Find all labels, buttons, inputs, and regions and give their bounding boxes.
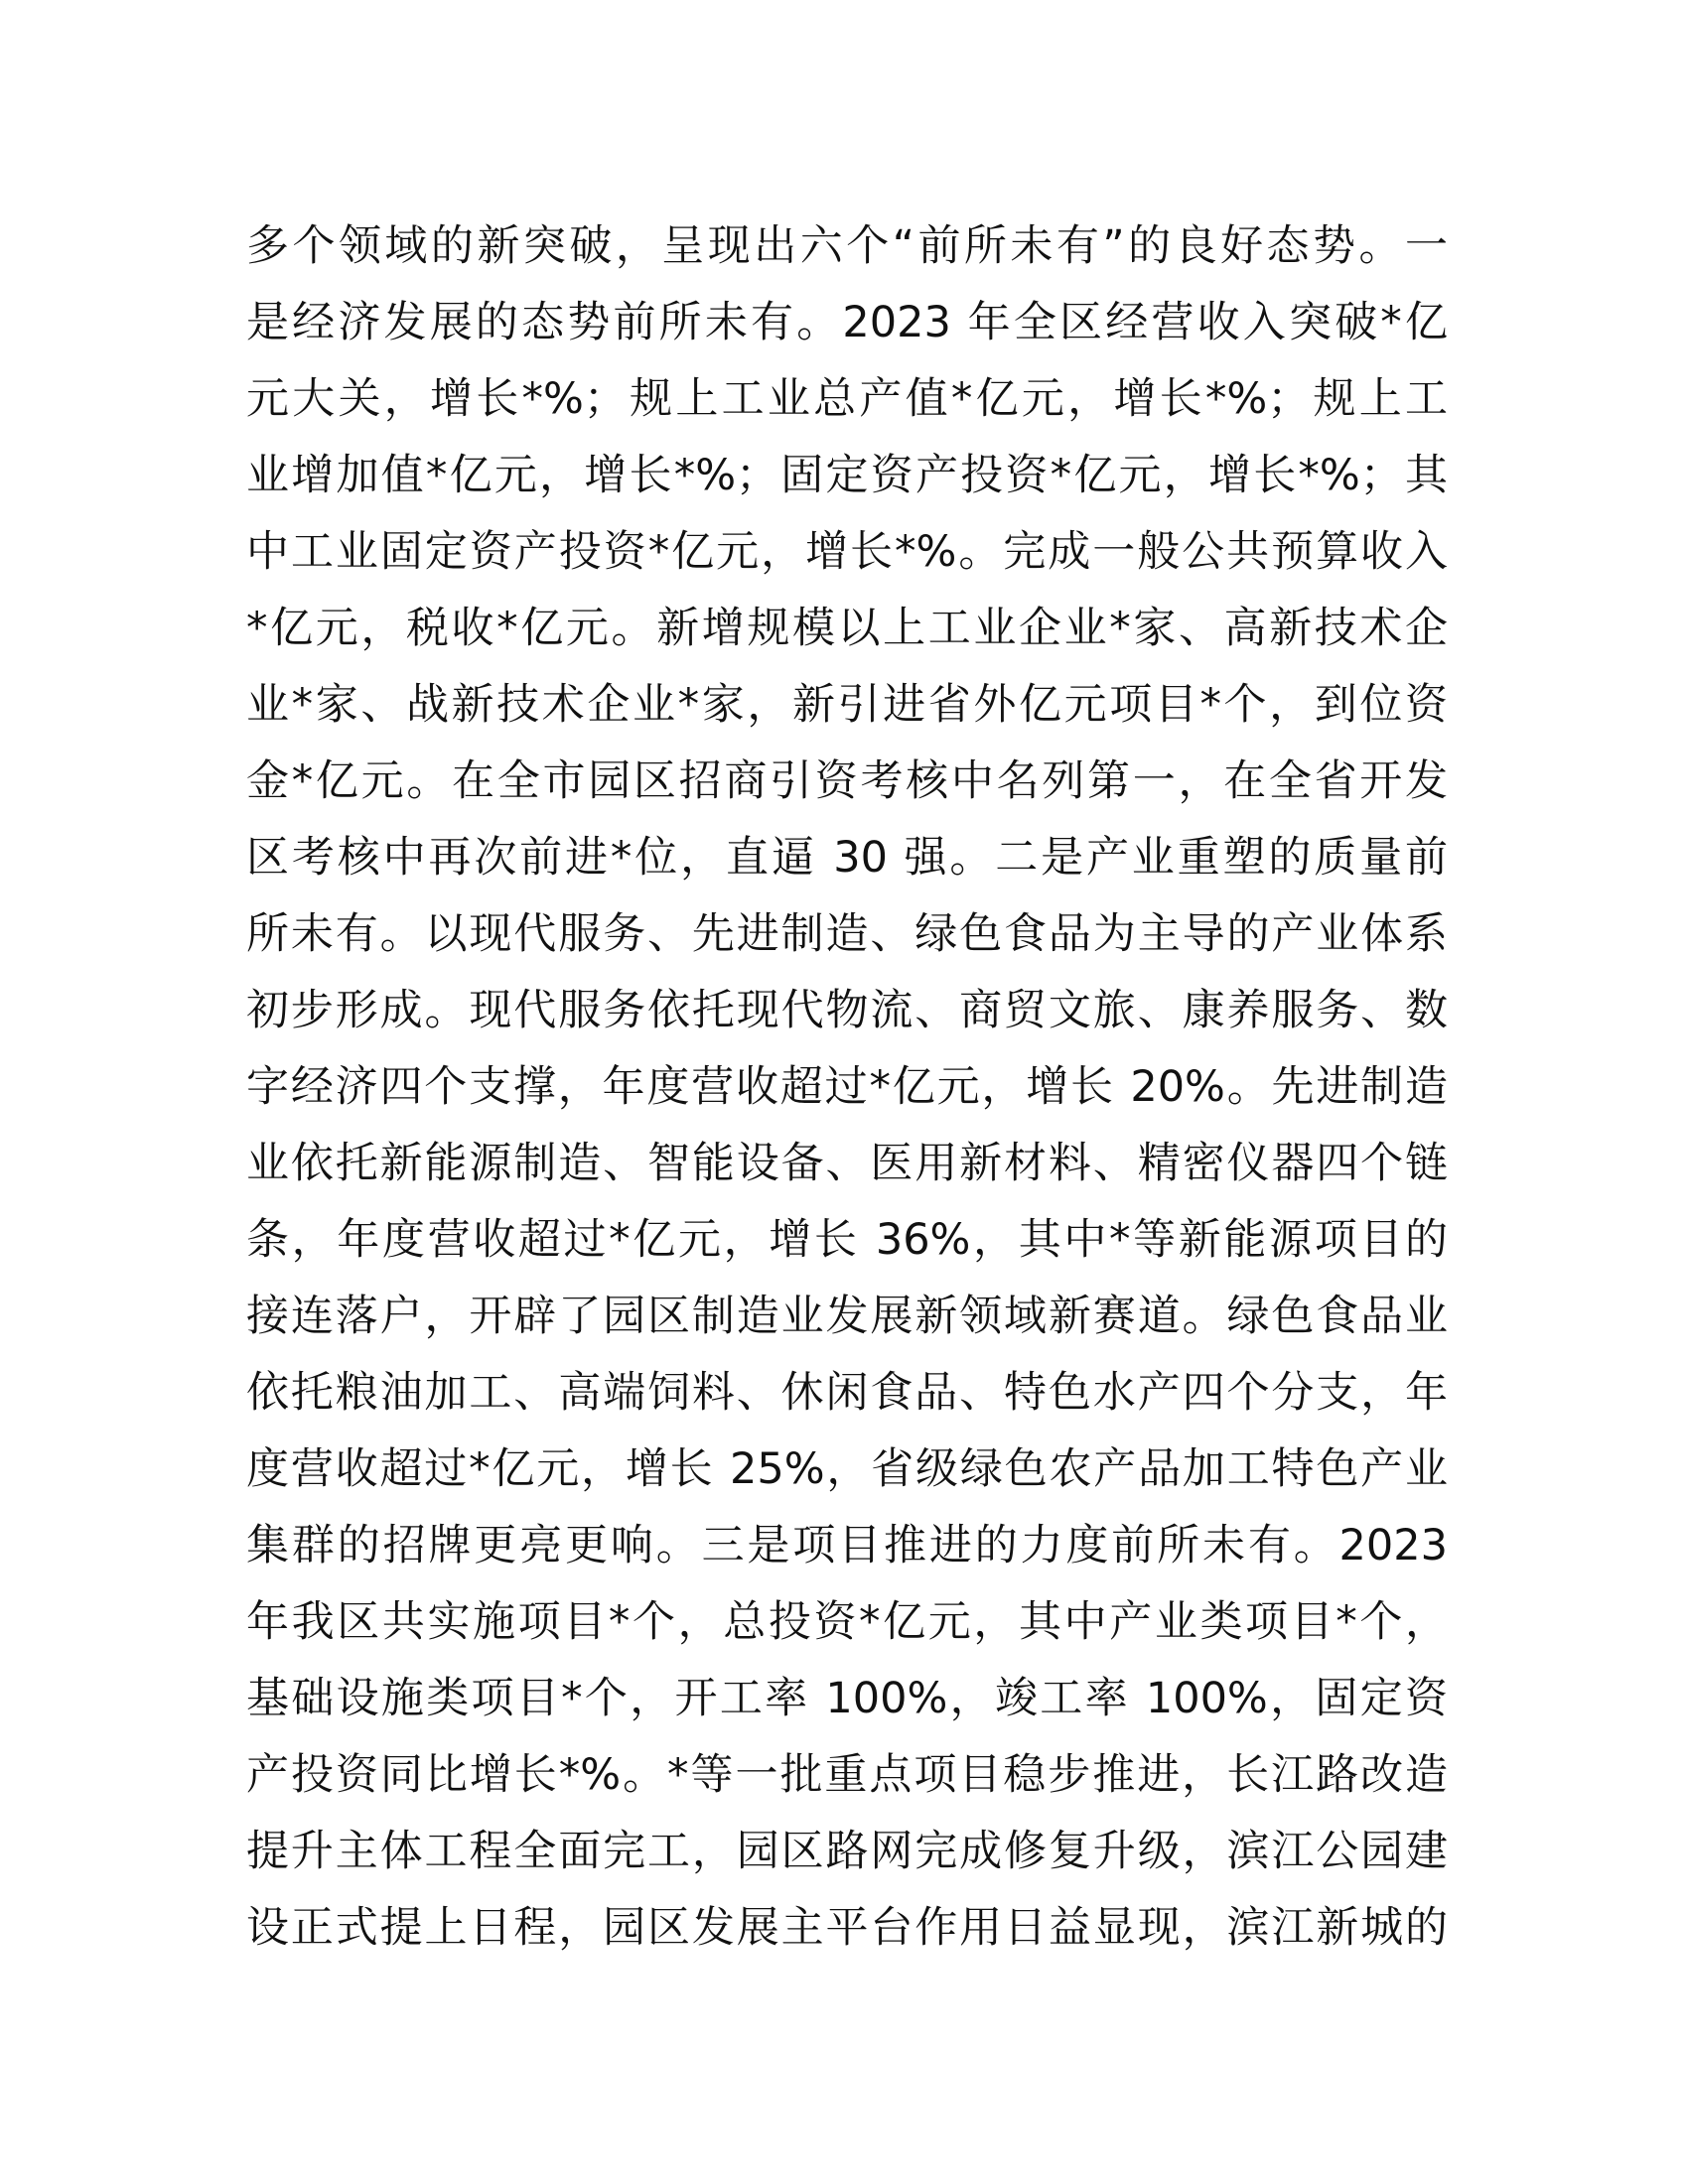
text-line: 业依托新能源制造、智能设备、医用新材料、精密仪器四个链 <box>246 1139 1448 1188</box>
text-line: 条，年度营收超过*亿元，增长 36%，其中*等新能源项目的 <box>246 1215 1448 1265</box>
text-line: 业*家、战新技术企业*家，新引进省外亿元项目*个，到位资 <box>246 680 1448 730</box>
text-line: 接连落户，开辟了园区制造业发展新领域新赛道。绿色食品业 <box>246 1292 1448 1341</box>
text-line: 依托粮油加工、高端饲料、休闲食品、特色水产四个分支，年 <box>246 1368 1448 1418</box>
text-line: 产投资同比增长*%。*等一批重点项目稳步推进，长江路改造 <box>246 1750 1448 1800</box>
text-line: 多个领域的新突破，呈现出六个“前所未有”的良好态势。一 <box>246 221 1448 271</box>
text-line: 元大关，增长*%；规上工业总产值*亿元，增长*%；规上工 <box>246 374 1448 424</box>
text-line: 区考核中再次前进*位，直逼 30 强。二是产业重塑的质量前 <box>246 833 1448 883</box>
text-line: 基础设施类项目*个，开工率 100%，竣工率 100%，固定资 <box>246 1674 1448 1723</box>
text-line: 业增加值*亿元，增长*%；固定资产投资*亿元，增长*%；其 <box>246 451 1448 500</box>
text-line: 是经济发展的态势前所未有。2023 年全区经营收入突破*亿 <box>246 298 1448 347</box>
text-line: *亿元，税收*亿元。新增规模以上工业企业*家、高新技术企 <box>246 604 1448 653</box>
text-line: 年我区共实施项目*个，总投资*亿元，其中产业类项目*个， <box>246 1597 1448 1647</box>
text-line: 金*亿元。在全市园区招商引资考核中名列第一，在全省开发 <box>246 756 1448 806</box>
text-line: 初步形成。现代服务依托现代物流、商贸文旅、康养服务、数 <box>246 986 1448 1035</box>
text-line: 字经济四个支撑，年度营收超过*亿元，增长 20%。先进制造 <box>246 1062 1448 1112</box>
text-line: 设正式提上日程，园区发展主平台作用日益显现，滨江新城的 <box>246 1903 1448 1953</box>
text-line: 提升主体工程全面完工，园区路网完成修复升级，滨江公园建 <box>246 1827 1448 1876</box>
text-line: 中工业固定资产投资*亿元，增长*%。完成一般公共预算收入 <box>246 527 1448 577</box>
text-line: 度营收超过*亿元，增长 25%，省级绿色农产品加工特色产业 <box>246 1444 1448 1494</box>
text-line: 集群的招牌更亮更响。三是项目推进的力度前所未有。2023 <box>246 1521 1448 1570</box>
text-line: 所未有。以现代服务、先进制造、绿色食品为主导的产业体系 <box>246 909 1448 959</box>
body-paragraph <box>246 208 1448 1967</box>
